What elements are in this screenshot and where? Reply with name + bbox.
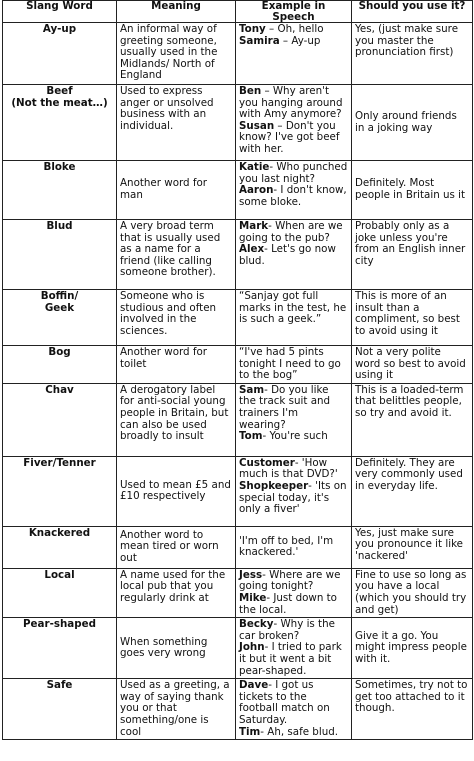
slang-word-cell xyxy=(3,618,117,679)
slang-table xyxy=(2,0,473,740)
slang-word-cell xyxy=(3,161,117,220)
slang-word-cell xyxy=(3,346,117,384)
table-row xyxy=(3,220,473,290)
example-line xyxy=(239,642,348,677)
speaker-name: Customer xyxy=(239,456,295,469)
table-row xyxy=(3,568,473,617)
example-line xyxy=(239,244,348,267)
example-cell xyxy=(236,618,352,679)
example-cell xyxy=(236,290,352,346)
speech-text: - I got us tickets to the football match on Saturday. xyxy=(239,679,330,726)
example-line xyxy=(239,162,348,185)
example-line xyxy=(239,431,348,443)
slang-word: Geek xyxy=(44,301,75,314)
table-row xyxy=(3,23,473,85)
slang-word-cell xyxy=(3,23,117,85)
table-row xyxy=(3,456,473,526)
example-cell xyxy=(236,456,352,526)
meaning-cell: Used as a greeting, a way of saying thank you or that something/one is cool xyxy=(117,679,236,740)
slang-word-cell xyxy=(3,679,117,740)
example-cell xyxy=(236,679,352,740)
example-line xyxy=(239,680,348,726)
speaker-name: Becky xyxy=(239,618,274,631)
example-line xyxy=(239,458,348,481)
speech-text: - Why is the car broken? xyxy=(239,618,335,642)
usage-advice-cell: Give it a go. You might impress people with it. xyxy=(352,618,473,679)
slang-word: Boffin/ xyxy=(40,290,79,302)
speech-text: - I tried to park it but it went a bit pear-shaped. xyxy=(239,641,342,677)
slang-word: Fiver/Tenner xyxy=(23,456,96,469)
meaning-cell: A name used for the local pub that you regularly drink at xyxy=(117,568,236,617)
speech-text: - Let's go now blud. xyxy=(239,243,336,267)
table-row xyxy=(3,346,473,384)
speech-text: - Who punched you last night? xyxy=(239,161,348,185)
usage-advice-cell: Sometimes, try not to get too attached to it though. xyxy=(352,679,473,740)
usage-advice-cell: This is more of an insult than a compliment, so best to avoid using it xyxy=(352,290,473,346)
example-line xyxy=(239,727,348,739)
speaker-name: Tom xyxy=(239,430,263,443)
speech-text: - 'How much is that DVD?' xyxy=(239,456,338,481)
speech-text: “I've had 5 pints tonight I need to go to the bog” xyxy=(239,346,341,382)
slang-word-cell xyxy=(3,220,117,290)
meaning-cell: When something goes very wrong xyxy=(117,618,236,679)
slang-word-cell xyxy=(3,526,117,568)
slang-word: (Not the meat…) xyxy=(11,96,108,109)
usage-advice-cell: Not a very polite word so best to avoid using it xyxy=(352,346,473,384)
speaker-name: Susan xyxy=(239,119,275,132)
example-cell xyxy=(236,526,352,568)
slang-word-cell xyxy=(3,85,117,161)
usage-advice-cell: Probably only as a joke unless you're from an English inner city xyxy=(352,220,473,290)
speaker-name: Tony xyxy=(239,23,266,35)
usage-advice-cell: Yes, just make sure you pronounce it like 'nackered' xyxy=(352,526,473,568)
speech-text: – Don't you know? I've got beef with her. xyxy=(239,119,340,155)
meaning-cell: Someone who is studious and often involved in the sciences. xyxy=(117,290,236,346)
usage-advice-cell: Fine to use so long as you have a local (which you should try and get) xyxy=(352,568,473,617)
speech-text: - Do you like the track suit and trainers I'm wearing? xyxy=(239,383,331,431)
example-line xyxy=(239,121,348,156)
header-slang-word: Slang Word xyxy=(3,1,117,23)
speaker-name: Samira xyxy=(239,34,280,47)
slang-word-cell xyxy=(3,456,117,526)
slang-word: Ay-up xyxy=(42,23,77,35)
speaker-name: Alex xyxy=(239,243,265,256)
table-header xyxy=(3,1,473,23)
table-row xyxy=(3,526,473,568)
usage-advice-cell: Yes, (just make sure you master the pronunciation first) xyxy=(352,23,473,85)
example-line xyxy=(239,593,348,616)
example-line xyxy=(239,86,348,121)
example-cell xyxy=(236,383,352,456)
slang-word: Blud xyxy=(46,220,73,232)
slang-word: Chav xyxy=(45,383,74,396)
speaker-name: Ben xyxy=(239,85,262,97)
example-line xyxy=(239,347,348,382)
example-cell xyxy=(236,220,352,290)
slang-word: Beef xyxy=(46,85,73,97)
table-row xyxy=(3,383,473,456)
meaning-cell: A very broad term that is usually used as a name for a friend (like calling someone brother). xyxy=(117,220,236,290)
usage-advice-cell: This is a loaded-term that belittles people, so try and avoid it. xyxy=(352,383,473,456)
example-cell xyxy=(236,346,352,384)
table-row xyxy=(3,290,473,346)
meaning-cell: Used to mean £5 and £10 respectively xyxy=(117,456,236,526)
speech-text: - Ah, safe blud. xyxy=(260,725,339,738)
speaker-name: Shopkeeper xyxy=(239,479,309,492)
speaker-name: Tim xyxy=(239,725,261,738)
slang-word: Pear-shaped xyxy=(23,618,96,631)
slang-word: Knackered xyxy=(28,526,91,539)
example-line xyxy=(239,221,348,244)
speech-text: – Oh, hello xyxy=(265,23,324,35)
meaning-cell: An informal way of greeting someone, usually used in the Midlands/ North of England xyxy=(117,23,236,85)
slang-word: Safe xyxy=(46,679,73,692)
meaning-cell: Another word for man xyxy=(117,161,236,220)
speaker-name: Mike xyxy=(239,591,267,604)
speech-text: - You're such xyxy=(262,430,328,443)
slang-word-cell xyxy=(3,568,117,617)
meaning-cell: Used to express anger or unsolved business with an individual. xyxy=(117,85,236,161)
example-line xyxy=(239,385,348,431)
slang-word-cell xyxy=(3,290,117,346)
example-cell xyxy=(236,23,352,85)
speaker-name: Sam xyxy=(239,383,265,396)
speaker-name: Aaron xyxy=(239,184,274,197)
speech-text: - 'Its on special today, it's only a fiver' xyxy=(239,479,347,516)
table-row xyxy=(3,161,473,220)
example-line xyxy=(239,185,348,208)
speaker-name: Mark xyxy=(239,220,269,232)
speaker-name: John xyxy=(239,641,265,654)
slang-word: Bog xyxy=(48,346,71,358)
usage-advice-cell: Definitely. They are very commonly used in everyday life. xyxy=(352,456,473,526)
example-line xyxy=(239,36,348,48)
table-body xyxy=(3,23,473,740)
header-meaning: Meaning xyxy=(117,1,236,23)
usage-advice-cell: Only around friends in a joking way xyxy=(352,85,473,161)
slang-word: Local xyxy=(44,568,75,581)
meaning-cell: Another word to mean tired or worn out xyxy=(117,526,236,568)
meaning-cell: Another word for toilet xyxy=(117,346,236,384)
example-cell xyxy=(236,161,352,220)
header-example: Example in Speech xyxy=(236,1,352,23)
example-cell xyxy=(236,568,352,617)
example-line xyxy=(239,619,348,642)
usage-advice-cell: Definitely. Most people in Britain us it xyxy=(352,161,473,220)
table-row xyxy=(3,85,473,161)
speech-text: - Just down to the local. xyxy=(239,591,337,616)
speech-text: – Ay-up xyxy=(279,34,321,47)
example-line xyxy=(239,570,348,593)
example-line xyxy=(239,481,348,516)
speech-text: - When are we going to the pub? xyxy=(239,220,343,244)
meaning-cell: A derogatory label for anti-social young people in Britain, but can also be used broadly to insult xyxy=(117,383,236,456)
speaker-name: Dave xyxy=(239,679,269,692)
header-row xyxy=(3,1,473,23)
speech-text: – Why aren't you hanging around with Amy anymore? xyxy=(239,85,343,121)
slang-word: Bloke xyxy=(43,161,76,173)
table-row xyxy=(3,679,473,740)
speech-text: “Sanjay got full marks in the test, he is such a geek.” xyxy=(239,290,347,326)
speaker-name: Jess xyxy=(239,568,263,581)
example-cell xyxy=(236,85,352,161)
speech-text: - I don't know, some bloke. xyxy=(239,184,347,208)
example-line xyxy=(239,291,348,326)
slang-word-cell xyxy=(3,383,117,456)
speech-text: 'I'm off to bed, I'm knackered.' xyxy=(239,534,334,559)
table-row xyxy=(3,618,473,679)
example-line xyxy=(239,536,348,559)
header-should-use: Should you use it? xyxy=(352,1,473,23)
speech-text: - Where are we going tonight? xyxy=(239,568,341,593)
speaker-name: Katie xyxy=(239,161,270,173)
